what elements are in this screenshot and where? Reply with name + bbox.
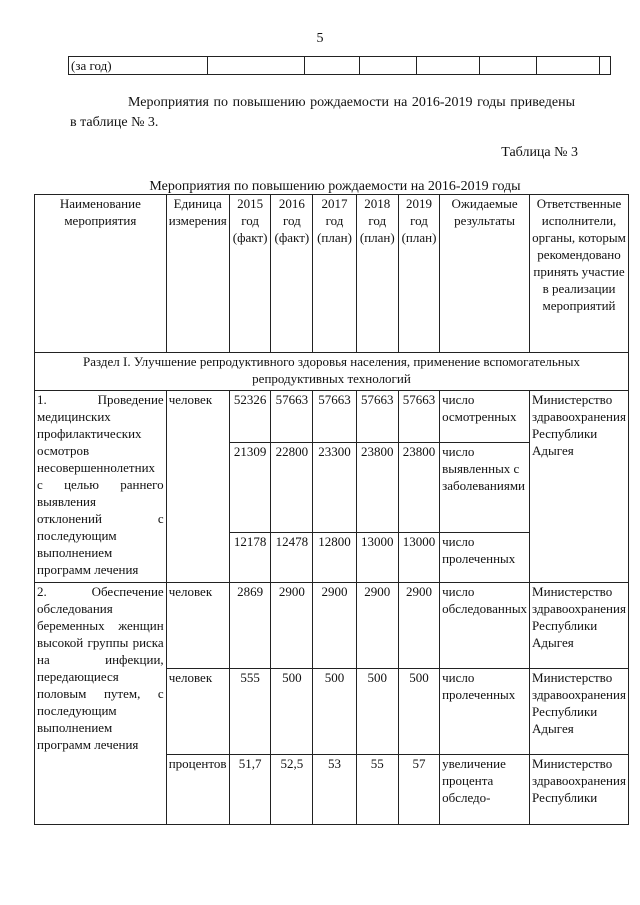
value-cell: 500 <box>313 669 356 755</box>
measure-1-responsible: Министерство здравоохранения Республики Адыгея <box>530 391 629 583</box>
header-2018: 2018 год (план) <box>356 195 398 353</box>
value-cell: 2900 <box>271 583 313 669</box>
header-row <box>35 195 629 353</box>
header-2016: 2016 год (факт) <box>271 195 313 353</box>
table-caption: Мероприятия по повышению рождаемости на 2016-2019 годы <box>149 179 521 194</box>
header-2017: 2017 год (план) <box>313 195 356 353</box>
table-row <box>35 583 629 669</box>
expected-result: число обследованных <box>440 583 530 669</box>
value-cell: 12478 <box>271 533 313 583</box>
value-cell: 57663 <box>398 391 439 443</box>
value-cell: 2900 <box>356 583 398 669</box>
measure-1-unit: человек <box>166 391 229 583</box>
table-number: Таблица № 3 <box>501 145 578 160</box>
prev-row-label: (за год) <box>69 57 208 75</box>
value-cell: 500 <box>398 669 439 755</box>
header-2019: 2019 год (план) <box>398 195 439 353</box>
header-2015: 2015 год (факт) <box>229 195 271 353</box>
expected-result: число пролеченных <box>440 669 530 755</box>
responsible-cell: Министерство здравоохранения Республики Адыгея <box>530 669 629 755</box>
value-cell: 22800 <box>271 443 313 533</box>
value-cell: 23300 <box>313 443 356 533</box>
unit-cell: человек <box>166 583 229 669</box>
value-cell: 52326 <box>229 391 271 443</box>
value-cell: 500 <box>271 669 313 755</box>
value-cell: 55 <box>356 755 398 825</box>
value-cell: 57663 <box>356 391 398 443</box>
header-name: Наименование мероприятия <box>35 195 167 353</box>
value-cell: 13000 <box>398 533 439 583</box>
section-title: Раздел I. Улучшение репродуктивного здоровья населения, применение вспомогательных репродуктивных технологий <box>35 353 629 391</box>
section-row <box>35 353 629 391</box>
value-cell: 2900 <box>313 583 356 669</box>
value-cell: 57 <box>398 755 439 825</box>
intro-paragraph: Мероприятия по повышению рождаемости на 2016-2019 годы приведены в таблице № 3. <box>70 95 575 130</box>
value-cell: 2900 <box>398 583 439 669</box>
value-cell: 51,7 <box>229 755 271 825</box>
measure-1-name: 1. Проведение медицинских профилактических осмотров несовершеннолетних с целью раннего выявления отклонений с последующим выполнением программ лечения <box>35 391 167 583</box>
previous-table-fragment <box>68 56 611 75</box>
measure-2-name: 2. Обеспечение обследования беременных женщин высокой группы риска на инфекции, передающиеся половым путем, с последующим выполнением программ лечения <box>35 583 167 825</box>
value-cell: 53 <box>313 755 356 825</box>
value-cell: 13000 <box>356 533 398 583</box>
responsible-cell: Министерство здравоохранения Республики Адыгея <box>530 583 629 669</box>
responsible-cell: Министерство здравоохранения Республики <box>530 755 629 825</box>
value-cell: 23800 <box>398 443 439 533</box>
unit-cell: человек <box>166 669 229 755</box>
expected-result: увеличение процента обследо- <box>440 755 530 825</box>
expected-result: число осмотренных <box>440 391 530 443</box>
value-cell: 57663 <box>313 391 356 443</box>
unit-cell: процентов <box>166 755 229 825</box>
value-cell: 2869 <box>229 583 271 669</box>
expected-result: число выявленных с заболеваниями <box>440 443 530 533</box>
header-unit: Единица измерения <box>166 195 229 353</box>
expected-result: число пролеченных <box>440 533 530 583</box>
measures-table <box>34 194 629 825</box>
value-cell: 21309 <box>229 443 271 533</box>
value-cell: 12800 <box>313 533 356 583</box>
table-row <box>69 57 611 75</box>
value-cell: 52,5 <box>271 755 313 825</box>
value-cell: 23800 <box>356 443 398 533</box>
page-number: 5 <box>316 31 324 46</box>
header-responsible: Ответственные исполнители, органы, которым рекомендовано принять участие в реализации мероприятий <box>530 195 629 353</box>
value-cell: 555 <box>229 669 271 755</box>
table-row <box>35 391 629 443</box>
header-expected: Ожидаемые результаты <box>440 195 530 353</box>
value-cell: 57663 <box>271 391 313 443</box>
value-cell: 500 <box>356 669 398 755</box>
value-cell: 12178 <box>229 533 271 583</box>
